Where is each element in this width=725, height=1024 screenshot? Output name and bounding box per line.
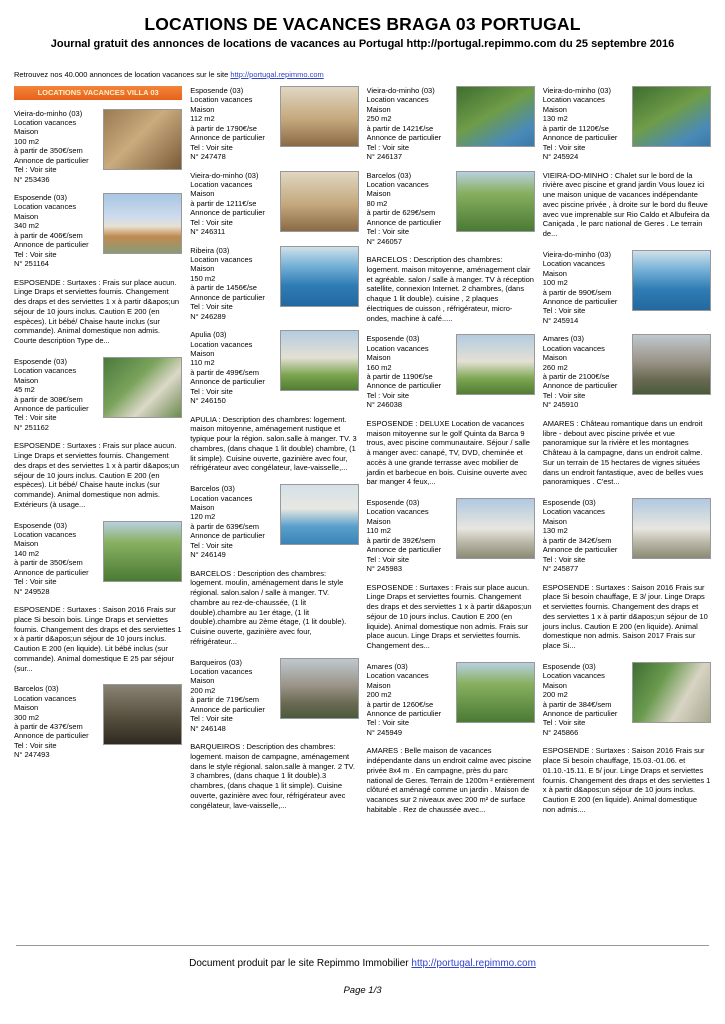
- listing-line: Tel : Voir site: [366, 718, 410, 728]
- listing-line: Maison: [366, 189, 391, 199]
- listing-line: Maison: [542, 268, 567, 278]
- listing-ref: N° 246038: [366, 400, 403, 410]
- listing-line: Maison: [190, 502, 215, 512]
- listing-description: VIEIRA-DO-MINHO : Chalet sur le bord de la rivière avec piscine et grand jardin Vous louez ici une maison unique de vacances indépendante avec piscine privée , à droite sur le bord du fleuve avec vue imprenable sur Rio Caldo et Albufeira da Caniçada , le parc national de Geres . Le terrain de...: [542, 170, 710, 238]
- listing-line: à partir de 437€/sem: [14, 722, 83, 731]
- listing-line: à partir de 990€/sem: [542, 287, 612, 297]
- listing-line: à partir de 1120€/se: [542, 123, 609, 133]
- listing-info: [14, 521, 103, 597]
- listing-line: Location vacances: [366, 671, 429, 681]
- listing-description: ESPOSENDE : DELUXE Location de vacances maison mitoyenne sur le golf Quinta da Barca 9 trous, avec piscine communautaire. Séjour / salle à manger avec: canapé, TV, DVD, cheminée et accès à une grande terrasse avec mobilier de jardin et barbecue en bois. Cuisine ouverte avec bar manger 4 feux,...: [366, 418, 530, 487]
- listing-line: Annonce de particulier: [366, 708, 442, 718]
- listing-photo: [456, 498, 535, 559]
- listings-grid: [14, 86, 711, 931]
- listing-city: Apulia (03): [190, 330, 227, 340]
- listing-line: 200 m2: [190, 685, 216, 695]
- listing-line: 130 m2: [542, 526, 568, 536]
- listing-line: Tel : Voir site: [190, 217, 233, 227]
- listing-line: à partir de 350€/sem: [14, 146, 83, 156]
- listing-info: [367, 498, 456, 574]
- listing-city: Barcelos (03): [366, 170, 412, 180]
- listing-line: Annonce de particulier: [366, 545, 442, 555]
- listing-photo: [103, 521, 182, 582]
- section-banner: LOCATIONS VACANCES VILLA 03: [14, 86, 182, 100]
- listing-line: à partir de 1790€/se: [190, 123, 257, 133]
- listing-info: [14, 193, 103, 269]
- listing-line: à partir de 406€/sem: [14, 230, 83, 240]
- listing-line: à partir de 1421€/se: [366, 123, 434, 133]
- listing-ref: N° 251164: [14, 259, 49, 269]
- listing-info: [190, 86, 279, 162]
- listing-line: à partir de 2100€/se: [542, 372, 610, 381]
- listing-line: 112 m2: [190, 114, 215, 124]
- listing-card: [190, 171, 358, 237]
- listing-info: [190, 171, 279, 237]
- listing-info: [543, 334, 632, 410]
- listing-line: à partir de 1211€/se: [190, 198, 257, 208]
- listing-card: [543, 86, 711, 162]
- listing-ref: N° 245914: [542, 315, 579, 325]
- listing-card: [190, 484, 358, 560]
- listing-line: 200 m2: [542, 690, 568, 700]
- footer-divider: [16, 945, 709, 946]
- listing-city: Vieira-do-minho (03): [542, 249, 611, 259]
- listing-info: [190, 246, 279, 322]
- listing-line: Location vacances: [366, 179, 429, 189]
- listing-line: Annonce de particulier: [190, 704, 265, 714]
- listing-line: Annonce de particulier: [14, 403, 89, 413]
- listing-line: Tel : Voir site: [366, 227, 410, 237]
- listing-line: Tel : Voir site: [542, 142, 586, 152]
- listing-line: Location vacances: [190, 339, 253, 349]
- listing-line: Maison: [366, 680, 391, 690]
- listing-city: Barqueiros (03): [190, 657, 242, 667]
- listing-line: 80 m2: [366, 198, 388, 208]
- listing-line: à partir de 1190€/se: [366, 372, 433, 381]
- listing-city: Vieira-do-minho (03): [190, 170, 259, 180]
- listing-line: Annonce de particulier: [366, 381, 442, 391]
- listing-info: [14, 109, 103, 185]
- listing-line: à partir de 308€/sem: [14, 394, 83, 404]
- listing-city: Esposende (03): [14, 356, 67, 366]
- listing-line: Annonce de particulier: [542, 381, 618, 391]
- listing-city: Esposende (03): [542, 498, 596, 507]
- listing-line: Annonce de particulier: [14, 731, 89, 741]
- listing-info: [190, 658, 279, 734]
- listing-card: [190, 658, 358, 734]
- listing-photo: [456, 334, 535, 395]
- listing-ref: N° 251162: [14, 422, 49, 432]
- column-2: [190, 86, 358, 821]
- listing-line: à partir de 1260€/se: [366, 699, 434, 709]
- listing-info: [543, 662, 632, 738]
- listing-photo: [280, 484, 359, 545]
- listing-line: Location vacances: [190, 255, 253, 264]
- listing-info: [543, 250, 632, 326]
- listing-description: AMARES : Château romantique dans un endroit libre - debout avec piscine privée et vue panoramique sur la rivière et les montagnes Château à la campagne, dans un endroit calme. Sur un terrain de 15 hectares de vignes situées dans un endroit fantastique, avec de belles vues panoramiques . C'est...: [542, 418, 704, 487]
- listing-line: 140 m2: [14, 548, 40, 558]
- listing-card: [543, 334, 711, 410]
- intro-line: [14, 70, 711, 79]
- footer-text: Document produit par le site Repimmo Immobilier: [189, 958, 409, 969]
- listing-card: [14, 109, 182, 185]
- listing-city: Esposende (03): [366, 498, 420, 507]
- page-subtitle: Journal gratuit des annonces de locations de vacances au Portugal http://portugal.repimmo.com du 25 septembre 2016: [50, 38, 675, 50]
- listing-line: Tel : Voir site: [190, 714, 233, 724]
- listing-line: Maison: [14, 211, 39, 221]
- listing-info: [14, 357, 103, 433]
- listing-line: 100 m2: [14, 136, 40, 146]
- column-3: [367, 86, 535, 826]
- listing-line: Maison: [542, 353, 567, 363]
- listing-line: Annonce de particulier: [542, 545, 618, 555]
- listing-line: Location vacances: [542, 95, 605, 105]
- listing-line: Maison: [14, 539, 39, 549]
- listing-description: BARCELOS : Description des chambres: logement. maison mitoyenne, aménagement clair et agréable. salon / salle à manger. TV à réception satellite, connexion Internet. 2 chambres, (dans chaque 1 lit double). cuisine , 2 plaques électriques de cuisson , réfrigérateur, micro-ondes, machine à café.....: [366, 255, 534, 323]
- listing-card: [367, 86, 535, 162]
- intro-link[interactable]: http://portugal.repimmo.com: [230, 70, 324, 79]
- listing-line: Annonce de particulier: [190, 292, 265, 302]
- listing-line: Location vacances: [542, 343, 605, 353]
- listing-description: ESPOSENDE : Surtaxes : Frais sur place aucun. Linge Draps et serviettes fournis. Changement des draps et des serviettes 1 x à partir d&apos;un séjour de 10 jours inclus. Caution E 200 (en espèces). Lit bébé/ Chaise haute inclus (sur commande). Animal domestique non admis. Extérieurs (à usage...: [14, 441, 180, 509]
- listing-line: 110 m2: [366, 526, 391, 536]
- listing-city: Amares (03): [542, 334, 585, 344]
- listing-line: Location vacances: [542, 507, 605, 517]
- listing-card: [367, 171, 535, 247]
- listing-line: Maison: [14, 375, 39, 385]
- listing-description: ESPOSENDE : Surtaxes : Frais sur place aucun. Linge Draps et serviettes fournis. Changement des draps et des serviettes 1 x à partir d&apos;un séjour de 10 jours inclus. Caution E 200 (en liquide). Animal domestique non admis. Frais sur place aucun. Linge Draps et serviettes fournis. Changement des...: [366, 582, 532, 650]
- listing-description: ESPOSENDE : Surtaxes : Frais sur place aucun. Linge Draps et serviettes fournis. Changement des draps et des serviettes 1 x à partir d&apos;un séjour de 10 jours inclus. Caution E 200 (en espèces). Lit bébé/ Chaise haute inclus (sur commande). Animal domestique non admis. Courte description Type de...: [14, 277, 180, 345]
- listing-line: Tel : Voir site: [366, 390, 410, 400]
- listing-info: [367, 171, 456, 247]
- listing-ref: N° 246149: [190, 550, 226, 560]
- listing-info: [14, 684, 103, 760]
- listing-card: [543, 498, 711, 574]
- listing-line: Tel : Voir site: [366, 142, 410, 152]
- listing-line: Maison: [190, 264, 215, 274]
- listing-line: Annonce de particulier: [366, 133, 442, 143]
- listing-card: [543, 250, 711, 326]
- listing-line: Location vacances: [366, 507, 429, 517]
- listing-card: [14, 357, 182, 433]
- listing-line: Maison: [542, 104, 567, 114]
- listing-line: 250 m2: [366, 114, 392, 124]
- listing-line: 120 m2: [190, 512, 216, 522]
- listing-card: [367, 334, 535, 410]
- listing-info: [367, 86, 456, 162]
- listing-line: Annonce de particulier: [190, 133, 265, 143]
- listing-line: à partir de 350€/sem: [14, 558, 83, 568]
- listing-line: Tel : Voir site: [366, 554, 410, 564]
- listing-photo: [103, 684, 182, 745]
- footer-link[interactable]: http://portugal.repimmo.com: [411, 958, 536, 969]
- listing-line: Tel : Voir site: [542, 390, 586, 400]
- listing-line: à partir de 499€/sem: [190, 367, 260, 377]
- listing-card: [367, 498, 535, 574]
- listing-ref: N° 245877: [542, 564, 579, 574]
- listing-line: Annonce de particulier: [190, 531, 265, 541]
- listing-description: BARCELOS : Description des chambres: logement. moulin, aménagement dans le style régional. salon.salon / salle à manger. TV. chambre au rez-de-chaussée, (1 lit double).chambre au 1er étage, (1 lit double).chambre au 2ème étage, (1 lit double). Cuisine ouverte, gazinière avec four, réfrigérateur...: [190, 568, 347, 646]
- listing-photo: [103, 193, 182, 254]
- listing-info: [367, 662, 456, 738]
- listing-photo: [632, 86, 711, 147]
- listing-line: Maison: [366, 104, 391, 114]
- listing-line: à partir de 629€/sem: [366, 208, 436, 218]
- listing-line: 160 m2: [366, 362, 392, 372]
- listing-line: Location vacances: [14, 202, 77, 212]
- listing-ref: N° 246148: [190, 723, 226, 733]
- column-1: [14, 86, 182, 769]
- listing-card: [190, 330, 358, 406]
- listing-line: Maison: [366, 353, 391, 363]
- listing-line: Maison: [190, 676, 215, 686]
- listing-line: Annonce de particulier: [542, 296, 618, 306]
- column-4: [543, 86, 711, 826]
- listing-photo: [632, 334, 711, 395]
- listing-line: Location vacances: [190, 493, 253, 503]
- listing-line: Annonce de particulier: [14, 567, 89, 577]
- listing-line: Location vacances: [542, 259, 605, 269]
- listing-line: Maison: [190, 348, 215, 358]
- listing-line: 340 m2: [14, 221, 40, 231]
- listing-line: 110 m2: [190, 358, 215, 368]
- listing-line: Annonce de particulier: [366, 217, 442, 227]
- listing-line: Tel : Voir site: [542, 718, 586, 728]
- listing-ref: N° 246311: [190, 227, 226, 237]
- listing-city: Esposende (03): [542, 661, 596, 671]
- listing-line: Tel : Voir site: [14, 740, 57, 750]
- listing-card: [14, 521, 182, 597]
- listing-info: [543, 498, 632, 574]
- listing-photo: [280, 658, 359, 719]
- listing-line: 200 m2: [366, 690, 392, 700]
- listing-ref: N° 245983: [366, 564, 403, 574]
- listing-description: AMARES : Belle maison de vacances indépendante dans un endroit calme avec piscine privée 8x4 m . En campagne, près du parc national de Geres. Terrain de 1200m ² entièrement clôturé et aménagé comme un jardin . Maison de vacances sur 2 niveaux avec 200 m² de surface habitable . Rez de chaussée avec...: [366, 746, 535, 814]
- listing-city: Esposende (03): [366, 334, 420, 344]
- listing-line: Maison: [190, 189, 215, 199]
- listing-city: Barcelos (03): [190, 484, 235, 494]
- listing-ref: N° 246289: [190, 311, 226, 321]
- listing-photo: [280, 330, 359, 391]
- listing-line: Tel : Voir site: [190, 302, 233, 312]
- listing-ref: N° 246137: [366, 152, 403, 162]
- listing-ref: N° 253436: [14, 174, 50, 184]
- listing-city: Esposende (03): [14, 193, 67, 202]
- listing-line: 260 m2: [542, 362, 568, 372]
- listing-line: Annonce de particulier: [542, 708, 618, 718]
- listing-city: Vieira-do-minho (03): [14, 108, 83, 118]
- listing-line: Location vacances: [14, 693, 77, 703]
- listing-photo: [632, 662, 711, 723]
- listing-line: Location vacances: [190, 667, 253, 676]
- listing-line: Location vacances: [366, 95, 429, 105]
- listing-line: Location vacances: [14, 366, 77, 376]
- listing-info: [190, 484, 279, 560]
- listing-card: [543, 662, 711, 738]
- listing-card: [190, 86, 358, 162]
- listing-info: [367, 334, 456, 410]
- listing-line: Maison: [542, 680, 567, 690]
- listing-city: Esposende (03): [190, 86, 244, 95]
- listing-line: 45 m2: [14, 385, 35, 395]
- intro-text: Retrouvez nos 40.000 annonces de location vacances sur le site: [14, 70, 229, 79]
- listing-line: 100 m2: [542, 278, 568, 288]
- listing-photo: [280, 246, 359, 307]
- listing-ref: N° 245924: [542, 152, 579, 162]
- listing-line: Location vacances: [366, 343, 429, 353]
- listing-card: [190, 246, 358, 322]
- listing-line: Tel : Voir site: [14, 249, 57, 259]
- listing-photo: [632, 250, 711, 311]
- listing-city: Barcelos (03): [14, 684, 59, 694]
- listing-line: Maison: [190, 104, 215, 114]
- listing-line: 300 m2: [14, 712, 40, 722]
- listing-card: [367, 662, 535, 738]
- listing-line: Tel : Voir site: [190, 540, 233, 550]
- listing-city: Vieira-do-minho (03): [366, 86, 435, 95]
- listing-card: [14, 193, 182, 269]
- listing-line: Annonce de particulier: [542, 133, 618, 143]
- listing-photo: [103, 109, 182, 170]
- listing-info: [190, 330, 279, 406]
- listing-line: Tel : Voir site: [542, 554, 586, 564]
- listing-description: ESPOSENDE : Surtaxes : Saison 2016 Frais sur place Si besoin chauffage, E 3/ jour. Linge Draps et serviettes fournis. Changement des draps et des serviettes 1 x à partir d&apos;un séjour de 10 jours inclus. Caution E 200 (en liquide). Animal domestique non admis. Saison 2017 Frais sur place Si...: [542, 582, 708, 650]
- listing-photo: [103, 357, 182, 418]
- listing-info: [543, 86, 632, 162]
- page-number: Page 1/3: [343, 985, 382, 996]
- listing-ref: N° 245949: [366, 727, 403, 737]
- footer: [14, 958, 711, 969]
- listing-photo: [456, 86, 535, 147]
- listing-line: Maison: [366, 516, 391, 526]
- listing-card: [14, 684, 182, 760]
- listing-city: Ribeira (03): [190, 245, 230, 255]
- listing-line: Tel : Voir site: [542, 306, 586, 316]
- listing-line: Maison: [14, 703, 39, 713]
- listing-line: Tel : Voir site: [190, 142, 233, 152]
- listing-line: Maison: [14, 127, 39, 137]
- listing-ref: N° 246150: [190, 396, 226, 406]
- listing-line: Location vacances: [14, 117, 77, 127]
- listing-ref: N° 245866: [542, 727, 579, 737]
- listing-city: Esposende (03): [14, 520, 67, 530]
- listing-ref: N° 249528: [14, 586, 50, 596]
- listing-line: à partir de 384€/sem: [542, 699, 612, 709]
- listing-description: ESPOSENDE : Surtaxes : Saison 2016 Frais sur place Si besoin bois. Linge Draps et serviettes fournis. Changement des draps et des serviettes 1 x à partir d&apos;un séjour de 10 jours inclus. Caution E 200 (en liquide). Lit bébé inclus (sur commande). Animal domestique E 25 par séjour (sur...: [14, 605, 182, 673]
- listing-ref: N° 247493: [14, 750, 50, 760]
- listing-ref: N° 245910: [542, 400, 579, 410]
- listing-line: Maison: [542, 516, 567, 526]
- listing-line: Location vacances: [14, 529, 77, 539]
- listing-city: Vieira-do-minho (03): [542, 86, 611, 95]
- listing-line: à partir de 1456€/se: [190, 283, 257, 293]
- listing-line: Annonce de particulier: [190, 377, 265, 387]
- listing-line: Tel : Voir site: [14, 413, 57, 423]
- listing-line: Tel : Voir site: [190, 386, 233, 396]
- listing-photo: [280, 86, 359, 147]
- listing-line: à partir de 342€/sem: [542, 535, 612, 545]
- listing-line: Location vacances: [190, 95, 253, 105]
- listing-description: ESPOSENDE : Surtaxes : Saison 2016 Frais sur place Si besoin chauffage, 15.03.-01.06. et 01.10.-15.11. E 5/ jour. Linge Draps et serviettes fournis. Changement des draps et des serviettes 1 x à partir d&apos;un séjour de 10 jours inclus. Caution E 200 (en liquide). Animal domestique non admis....: [542, 746, 711, 814]
- listing-line: Tel : Voir site: [14, 165, 57, 175]
- listing-line: Location vacances: [190, 179, 253, 189]
- listing-line: à partir de 639€/sem: [190, 521, 260, 531]
- listing-line: Tel : Voir site: [14, 577, 57, 587]
- page-title: LOCATIONS DE VACANCES BRAGA 03 PORTUGAL: [144, 14, 581, 34]
- listing-line: Annonce de particulier: [14, 155, 89, 165]
- listing-photo: [456, 662, 535, 723]
- listing-line: Annonce de particulier: [14, 240, 89, 250]
- listing-line: 150 m2: [190, 273, 216, 283]
- listing-line: 130 m2: [542, 114, 568, 124]
- listing-description: APULIA : Description des chambres: logement. maison mitoyenne, aménagement rustique et typique pour la région. salon.salle à manger. TV. 3 chambres, (dans chaque 1 lit double) chambre, (1 lit simple). Cuisine ouverte, gazinière avec four, réfrigérateur avec congélateur, lave-vaisselle,...: [190, 414, 357, 473]
- listing-photo: [280, 171, 359, 232]
- listing-line: Location vacances: [542, 671, 605, 681]
- listing-line: à partir de 392€/sem: [366, 535, 436, 545]
- listing-photo: [456, 171, 535, 232]
- listing-ref: N° 247478: [190, 152, 226, 162]
- listing-line: à partir de 719€/sem: [190, 695, 260, 705]
- listing-description: BARQUEIROS : Description des chambres: logement. maison de campagne, aménagement dans le style régional. salon.salle à manger. 2 TV. 3 chambres, (dans chaque 1 lit double).3 chambres, (dans chaque 1 lit simple). Cuisine ouverte, gazinière avec four, réfrigérateur avec congélateur, lave-vaisselle,...: [190, 742, 355, 810]
- listing-photo: [632, 498, 711, 559]
- listing-ref: N° 246057: [366, 236, 403, 246]
- listing-line: Annonce de particulier: [190, 208, 265, 218]
- listing-city: Amares (03): [366, 661, 408, 671]
